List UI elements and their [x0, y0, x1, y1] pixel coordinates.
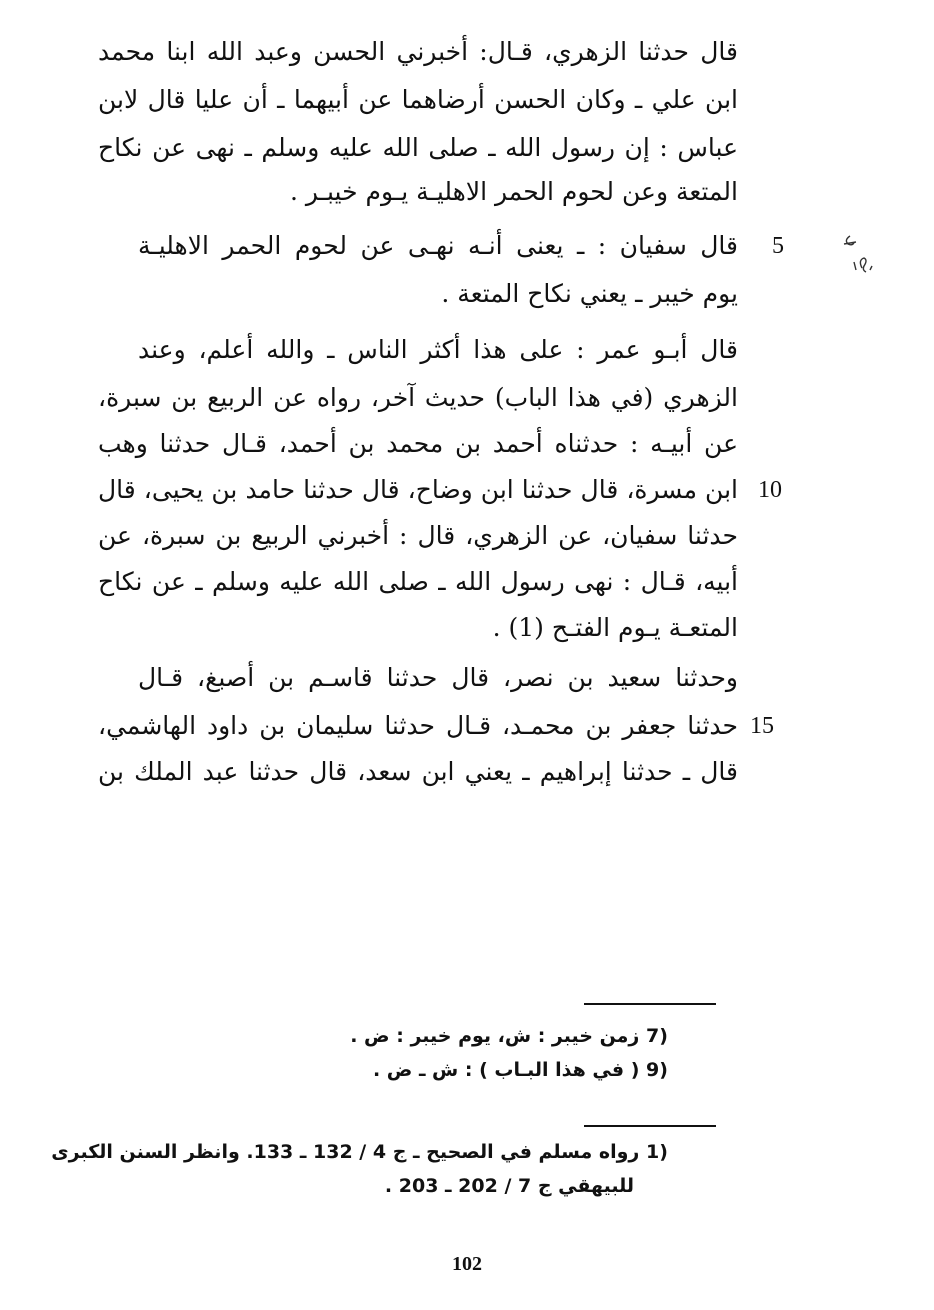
- footnote-text: زمن خيبر : ش، يوم خيبر : ض .: [350, 1025, 640, 1047]
- text-line-3: عباس : إن رسول الله ـ صلى الله عليه وسلم ـ نهى عن نكاح: [98, 133, 738, 162]
- footnote-source-1-continued: للبيهقي ج 7 / 202 ـ 203 .: [384, 1175, 634, 1197]
- text-line-6: يوم خيبر ـ يعني نكاح المتعة .: [441, 279, 738, 308]
- footnote-source-1: [51, 1136, 672, 1168]
- text-line-11: حدثنا سفيان، عن الزهري، قال : أخبرني الربيع بن سبرة، عن: [98, 521, 738, 550]
- text-line-16: قال ـ حدثنا إبراهيم ـ يعني ابن سعد، قال حدثنا عبد الملك بن: [98, 757, 738, 786]
- footnote-text: ( في هذا البـاب ) : ش ـ ض .: [372, 1059, 640, 1081]
- text-line-14: وحدثنا سعيد بن نصر، قال حدثنا قاسـم بن أصبغ، قـال: [138, 663, 738, 692]
- text-line-9: عن أبيـه : حدثناه أحمد بن محمد بن أحمد، قـال حدثنا وهب: [98, 429, 738, 458]
- footnote-variant-7: [350, 1020, 672, 1052]
- text-line-8: الزهري (في هذا الباب) حديث آخر، رواه عن الربيع بن سبرة،: [98, 383, 738, 412]
- text-line-1: قال حدثنا الزهري، قـال: أخبرني الحسن وعبد الله ابنا محمد: [98, 37, 738, 66]
- page-number: 102: [452, 1253, 482, 1275]
- text-line-7: قال أبـو عمر : على هذا أكثر الناس ـ والله أعلم، وعند: [138, 335, 738, 364]
- footnote-rule-1: [584, 1003, 716, 1005]
- text-line-5: قال سفيان : ـ يعنى أنـه نهـى عن لحوم الحمر الاهليـة: [138, 231, 738, 260]
- footnote-rule-2: [584, 1125, 716, 1127]
- text-line-12: أبيه، قـال : نهى رسول الله ـ صلى الله عليه وسلم ـ عن نكاح: [98, 567, 738, 596]
- line-number-5: 5: [772, 233, 784, 259]
- text-line-10: ابن مسرة، قال حدثنا ابن وضاح، قال حدثنا حامد بن يحيى، قال: [98, 475, 738, 504]
- text-line-15: حدثنا جعفر بن محمـد، قـال حدثنا سليمان بن داود الهاشمي،: [98, 711, 738, 740]
- footnote-number: 1): [646, 1141, 668, 1163]
- footnote-number: 7): [646, 1025, 668, 1047]
- text-line-2: ابن علي ـ وكان الحسن أرضاهما عن أبيهما ـ أن عليا قال لابن: [98, 85, 738, 114]
- footnote-variant-9: [373, 1054, 672, 1086]
- text-line-4: المتعة وعن لحوم الحمر الاهليـة يـوم خيبـر .: [290, 177, 738, 206]
- footnote-text: رواه مسلم في الصحيح ـ ج 4 / 132 ـ 133. وانظر السنن الكبرى: [51, 1141, 640, 1163]
- line-number-15: 15: [750, 713, 774, 739]
- line-number-10: 10: [758, 477, 782, 503]
- footnote-number: 9): [646, 1059, 668, 1081]
- handwritten-margin-note: [836, 222, 876, 282]
- text-line-13: المتعـة يـوم الفتـح (1) .: [492, 613, 738, 642]
